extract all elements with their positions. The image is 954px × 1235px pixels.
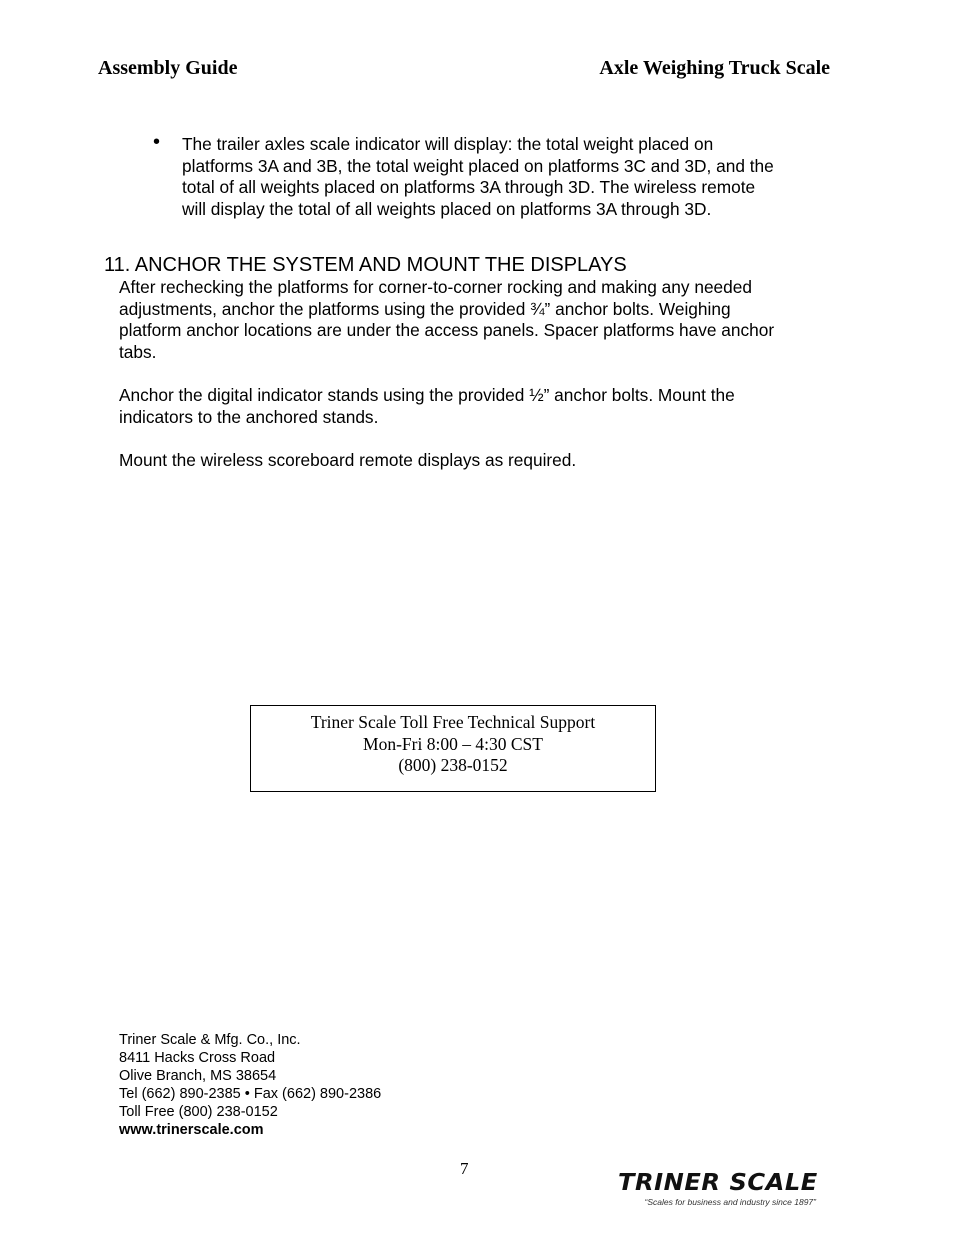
bullet-paragraph bbox=[182, 134, 842, 220]
header-title-left: Assembly Guide bbox=[98, 57, 238, 79]
paragraph-line: platform anchor locations are under the access panels. Spacer platforms have anchor bbox=[119, 320, 775, 340]
paragraph-line: Anchor the digital indicator stands using the provided ½” anchor bolts. Mount the bbox=[119, 385, 735, 405]
support-hours: Mon-Fri 8:00 – 4:30 CST bbox=[363, 733, 543, 754]
paragraph-line: tabs. bbox=[119, 341, 157, 362]
company-address bbox=[119, 1031, 381, 1139]
logo-tagline: “Scales for business and industry since 1897” bbox=[644, 1197, 816, 1207]
bullet-icon: • bbox=[153, 131, 161, 153]
paragraph-line: adjustments, anchor the platforms using the provided ¾” anchor bolts. Weighing bbox=[119, 298, 731, 319]
paragraph-line: Mount the wireless scoreboard remote displays as required. bbox=[119, 450, 577, 470]
section-heading: 11. ANCHOR THE SYSTEM AND MOUNT THE DISPLAYS bbox=[104, 254, 627, 276]
address-city: Olive Branch, MS 38654 bbox=[119, 1068, 277, 1084]
bullet-line: will display the total of all weights placed on platforms 3A through 3D. bbox=[182, 198, 712, 219]
logo-wordmark: TRINER SCALE bbox=[618, 1170, 818, 1196]
website-link[interactable]: www.trinerscale.com bbox=[119, 1122, 264, 1138]
paragraph-mount-displays bbox=[119, 450, 849, 472]
paragraph-line: After rechecking the platforms for corner-to-corner rocking and making any needed bbox=[119, 277, 753, 297]
bullet-line: platforms 3A and 3B, the total weight placed on platforms 3C and 3D, and the bbox=[182, 155, 774, 176]
bullet-line: total of all weights placed on platforms 3A through 3D. The wireless remote bbox=[182, 177, 756, 197]
toll-free-phone: Toll Free (800) 238-0152 bbox=[119, 1104, 278, 1120]
support-title: Triner Scale Toll Free Technical Support bbox=[310, 712, 596, 732]
paragraph-anchor-stands bbox=[119, 385, 849, 428]
paragraph-anchor-platforms bbox=[119, 277, 849, 363]
header-title-right: Axle Weighing Truck Scale bbox=[599, 57, 830, 79]
company-name: Triner Scale & Mfg. Co., Inc. bbox=[119, 1032, 301, 1048]
technical-support-box bbox=[250, 705, 656, 792]
page-number: 7 bbox=[460, 1159, 469, 1178]
phone-fax: Tel (662) 890-2385 • Fax (662) 890-2386 bbox=[119, 1086, 382, 1102]
triner-scale-logo bbox=[618, 1170, 818, 1207]
paragraph-line: indicators to the anchored stands. bbox=[119, 406, 379, 427]
address-street: 8411 Hacks Cross Road bbox=[119, 1050, 276, 1066]
bullet-line: The trailer axles scale indicator will display: the total weight placed on bbox=[182, 134, 714, 154]
support-phone: (800) 238-0152 bbox=[398, 755, 508, 775]
